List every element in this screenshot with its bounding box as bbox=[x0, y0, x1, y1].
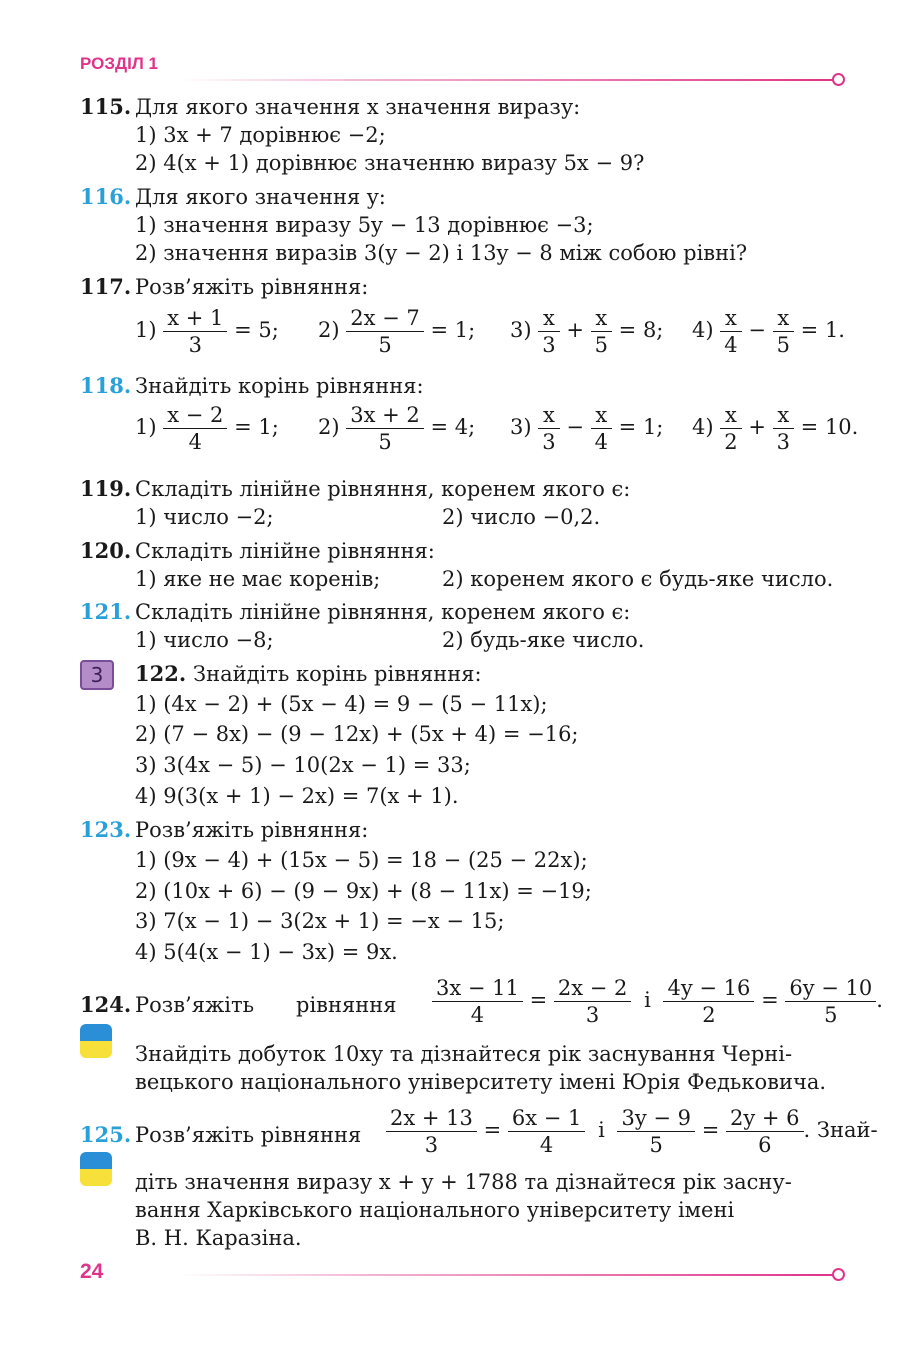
problem-122-item-3: 3) 3(4x − 5) − 10(2x − 1) = 33; bbox=[135, 753, 471, 777]
problem-124-number: 124. bbox=[80, 992, 132, 1017]
problem-123-item-2: 2) (10x + 6) − (9 − 9x) + (8 − 11x) = −19; bbox=[135, 879, 592, 903]
eq-117-4: 4) $\frac{x}{4}$ − $\frac{x}{5}$ = 1. bbox=[692, 306, 845, 357]
ukraine-flag-icon bbox=[80, 1152, 112, 1186]
eq-118-1: 1) $\frac{x - 2}{4}$ = 1; bbox=[135, 403, 279, 454]
eq-117-2: 2) $\frac{2x - 7}{5}$ = 1; bbox=[318, 306, 476, 357]
problem-115-item-2: 2) 4(x + 1) дорівнює значенню виразу 5x − 9? bbox=[135, 151, 645, 175]
problem-115-text: Для якого значення x значення виразу: bbox=[135, 95, 581, 119]
problem-121-number: 121. bbox=[80, 599, 132, 624]
numerator: x + 1 bbox=[167, 306, 224, 330]
problem-122-item-2: 2) (7 − 8x) − (9 − 12x) + (5x + 4) = −16; bbox=[135, 722, 579, 746]
problem-117-text: Розв’яжіть рівняння: bbox=[135, 275, 369, 299]
problem-124-line-2: вецького національного університету імені Юрія Федьковича. bbox=[135, 1070, 827, 1094]
eq-118-4: 4) $\frac{x}{2}$ + $\frac{x}{3}$ = 10. bbox=[692, 403, 859, 454]
problem-122-item-4: 4) 9(3(x + 1) − 2x) = 7(x + 1). bbox=[135, 784, 459, 808]
problem-121-item-1: 1) число −8; bbox=[135, 628, 274, 652]
problem-123-text: Розв’яжіть рівняння: bbox=[135, 818, 369, 842]
eq-117-3: 3) $\frac{x}{3}$ + $\frac{x}{5}$ = 8; bbox=[510, 306, 664, 357]
denominator: 3 bbox=[163, 331, 227, 358]
problem-122-text: Знайдіть корінь рівняння: bbox=[193, 662, 482, 686]
problem-115-number: 115. bbox=[80, 94, 132, 119]
problem-121-text: Складіть лінійне рівняння, коренем якого є: bbox=[135, 600, 631, 624]
problem-119-item-2: 2) число −0,2. bbox=[442, 505, 601, 529]
ukraine-flag-icon bbox=[80, 1024, 112, 1058]
problem-125-line-3: В. Н. Каразіна. bbox=[135, 1226, 302, 1250]
problem-120-number: 120. bbox=[80, 538, 132, 563]
problem-122-item-1: 1) (4x − 2) + (5x − 4) = 9 − (5 − 11x); bbox=[135, 692, 548, 716]
problem-123-item-1: 1) (9x − 4) + (15x − 5) = 18 − (25 − 22x); bbox=[135, 848, 588, 872]
footer-rule-end-circle bbox=[832, 1268, 845, 1281]
problem-118-number: 118. bbox=[80, 373, 132, 398]
problem-116-number: 116. bbox=[80, 184, 132, 209]
problem-116-item-1: 1) значення виразу 5y − 13 дорівнює −3; bbox=[135, 213, 594, 237]
numerator: 2x − 7 bbox=[350, 306, 420, 330]
problem-119-number: 119. bbox=[80, 476, 132, 501]
problem-124-word-1: Розв’яжіть bbox=[135, 993, 255, 1017]
eq-125-system: $\frac{2x + 13}{3}$ = $\frac{6x - 1}{4}$ і $\frac{3y - 9}{5}$ = $\frac{2y + 6}{6}$ . Знай- bbox=[386, 1105, 878, 1158]
problem-123-number: 123. bbox=[80, 817, 132, 842]
header-rule bbox=[178, 79, 833, 81]
problem-125-line-2: вання Харківського національного університету імені bbox=[135, 1198, 735, 1222]
problem-115-item-1: 1) 3x + 7 дорівнює −2; bbox=[135, 123, 386, 147]
problem-119-item-1: 1) число −2; bbox=[135, 505, 274, 529]
problem-124-word-2: рівняння bbox=[296, 993, 397, 1017]
problem-120-text: Складіть лінійне рівняння: bbox=[135, 539, 435, 563]
problem-125-number: 125. bbox=[80, 1122, 132, 1147]
page-number: 24 bbox=[80, 1260, 104, 1283]
difficulty-level-badge: 3 bbox=[80, 660, 114, 690]
problem-121-item-2: 2) будь-яке число. bbox=[442, 628, 645, 652]
problem-125-line-1: діть значення виразу x + y + 1788 та дізнайтеся рік засну- bbox=[135, 1170, 792, 1194]
eq-118-2: 2) $\frac{3x + 2}{5}$ = 4; bbox=[318, 403, 476, 454]
problem-122-number: 122. bbox=[135, 661, 187, 686]
footer-rule bbox=[178, 1274, 833, 1276]
section-header: РОЗДІЛ 1 bbox=[80, 54, 158, 73]
problem-117-number: 117. bbox=[80, 274, 132, 299]
denominator: 5 bbox=[346, 331, 424, 358]
problem-116-text: Для якого значення y: bbox=[135, 185, 386, 209]
problem-123-item-4: 4) 5(4(x − 1) − 3x) = 9x. bbox=[135, 940, 398, 964]
problem-119-text: Складіть лінійне рівняння, коренем якого є: bbox=[135, 477, 631, 501]
problem-124-line-1: Знайдіть добуток 10xy та дізнайтеся рік заснування Черні- bbox=[135, 1042, 793, 1066]
eq-118-3: 3) $\frac{x}{3}$ − $\frac{x}{4}$ = 1; bbox=[510, 403, 664, 454]
problem-116-item-2: 2) значення виразів 3(y − 2) і 13y − 8 між собою рівні? bbox=[135, 241, 748, 265]
problem-120-item-2: 2) коренем якого є будь-яке число. bbox=[442, 567, 834, 591]
eq-124-system: $\frac{3x - 11}{4}$ = $\frac{2x - 2}{3}$ і $\frac{4y - 16}{2}$ = $\frac{6y - 10}{5}$ . bbox=[432, 975, 883, 1028]
header-rule-end-circle bbox=[832, 73, 845, 86]
problem-118-text: Знайдіть корінь рівняння: bbox=[135, 374, 424, 398]
problem-125-word: Розв’яжіть рівняння bbox=[135, 1123, 362, 1147]
problem-120-item-1: 1) яке не має коренів; bbox=[135, 567, 381, 591]
problem-123-item-3: 3) 7(x − 1) − 3(2x + 1) = −x − 15; bbox=[135, 909, 505, 933]
eq-117-1: 1) $\frac{x + 1}{3}$ = 5; bbox=[135, 306, 279, 357]
